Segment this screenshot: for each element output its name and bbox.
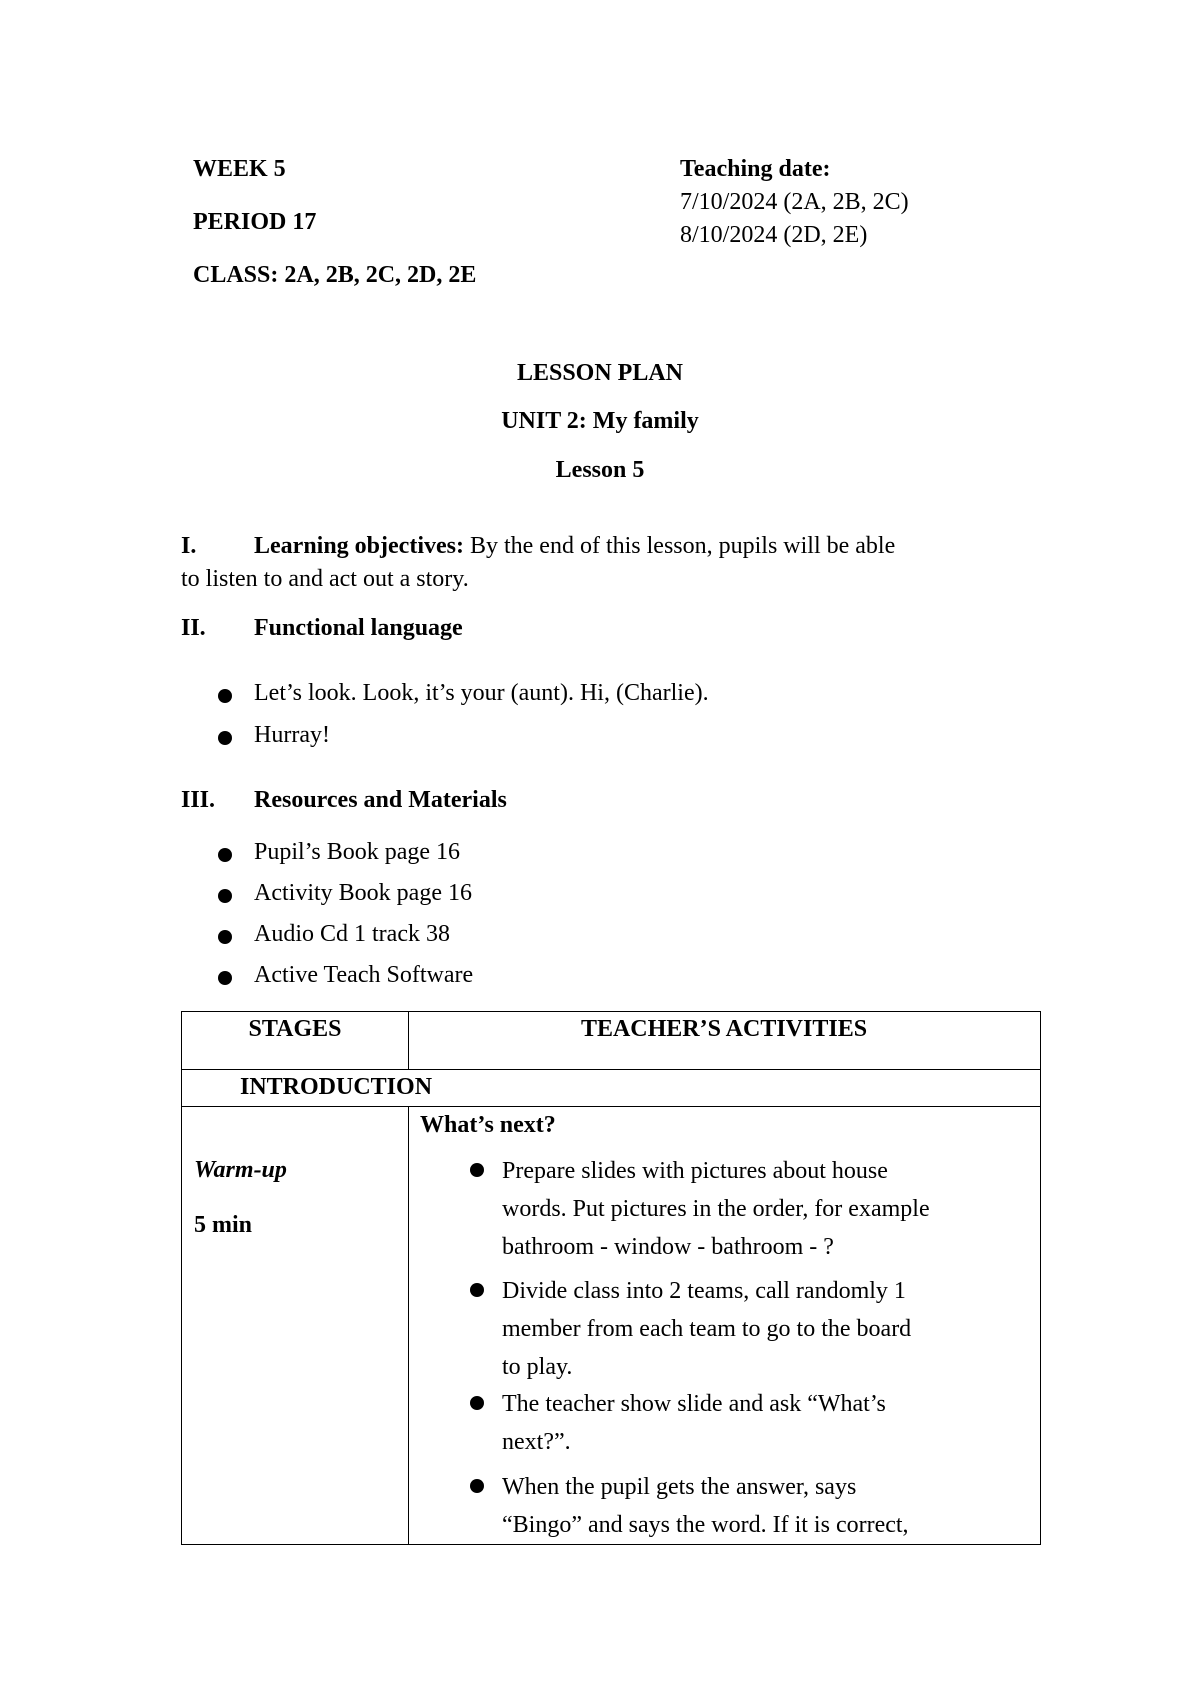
- bullet-icon: [218, 848, 232, 862]
- section-1-line-1: [254, 533, 895, 560]
- section-1-heading: Learning objectives:: [254, 533, 464, 559]
- section-3-numeral: III.: [181, 787, 216, 813]
- teaching-date-label: Teaching date:: [680, 156, 831, 182]
- section-1-line-2: to listen to and act out a story.: [181, 566, 469, 592]
- section-2-numeral: II.: [181, 615, 206, 641]
- unit-title: UNIT 2: My family: [501, 408, 699, 434]
- bullet-icon: [218, 731, 232, 745]
- bullet-icon: [218, 971, 232, 985]
- lesson-table: STAGES TEACHER’S ACTIVITIES INTRODUCTION Warm-up 5 min What’s next? Prepare slides with pictures about house words. Put pictures in the order, for example bathroom - window - bathroom - ? Divide class into 2 teams, call randomly 1 member from each team to go to the board to play. The teacher show slide and ask “What’s next?”. When the pupil gets the answer, says “Bingo” and says the word. If it is correct,: [181, 1011, 1041, 1545]
- lesson-plan-title: LESSON PLAN: [516, 360, 684, 386]
- bullet-icon: [218, 889, 232, 903]
- bullet-icon: [218, 689, 232, 703]
- class-label: CLASS: 2A, 2B, 2C, 2D, 2E: [193, 262, 477, 288]
- bullet-icon: [470, 1283, 484, 1297]
- stages-header: STAGES: [248, 1016, 342, 1042]
- period-label: PERIOD 17: [193, 209, 317, 235]
- bullet-icon: [470, 1163, 484, 1177]
- table-divider: [182, 1069, 1040, 1070]
- table-divider: [182, 1106, 1040, 1107]
- section-3-heading: Resources and Materials: [254, 787, 507, 813]
- section-1-numeral: I.: [181, 533, 197, 559]
- stage-time: 5 min: [194, 1212, 253, 1238]
- activity-title: What’s next?: [420, 1112, 556, 1138]
- section-1-text: By the end of this lesson, pupils will be able: [469, 533, 896, 559]
- section-2-heading: Functional language: [254, 615, 463, 641]
- teacher-activities-header: TEACHER’S ACTIVITIES: [580, 1016, 868, 1042]
- teaching-date-1: 7/10/2024 (2A, 2B, 2C): [680, 189, 909, 215]
- teaching-date-2: 8/10/2024 (2D, 2E): [680, 222, 868, 248]
- table-divider: [408, 1106, 409, 1544]
- bullet-icon: [470, 1479, 484, 1493]
- bullet-icon: [470, 1396, 484, 1410]
- bullet-icon: [218, 930, 232, 944]
- week-label: WEEK 5: [193, 156, 286, 182]
- introduction-row: INTRODUCTION: [240, 1074, 433, 1100]
- stage-name: Warm-up: [194, 1157, 287, 1183]
- lesson-number: Lesson 5: [555, 457, 645, 483]
